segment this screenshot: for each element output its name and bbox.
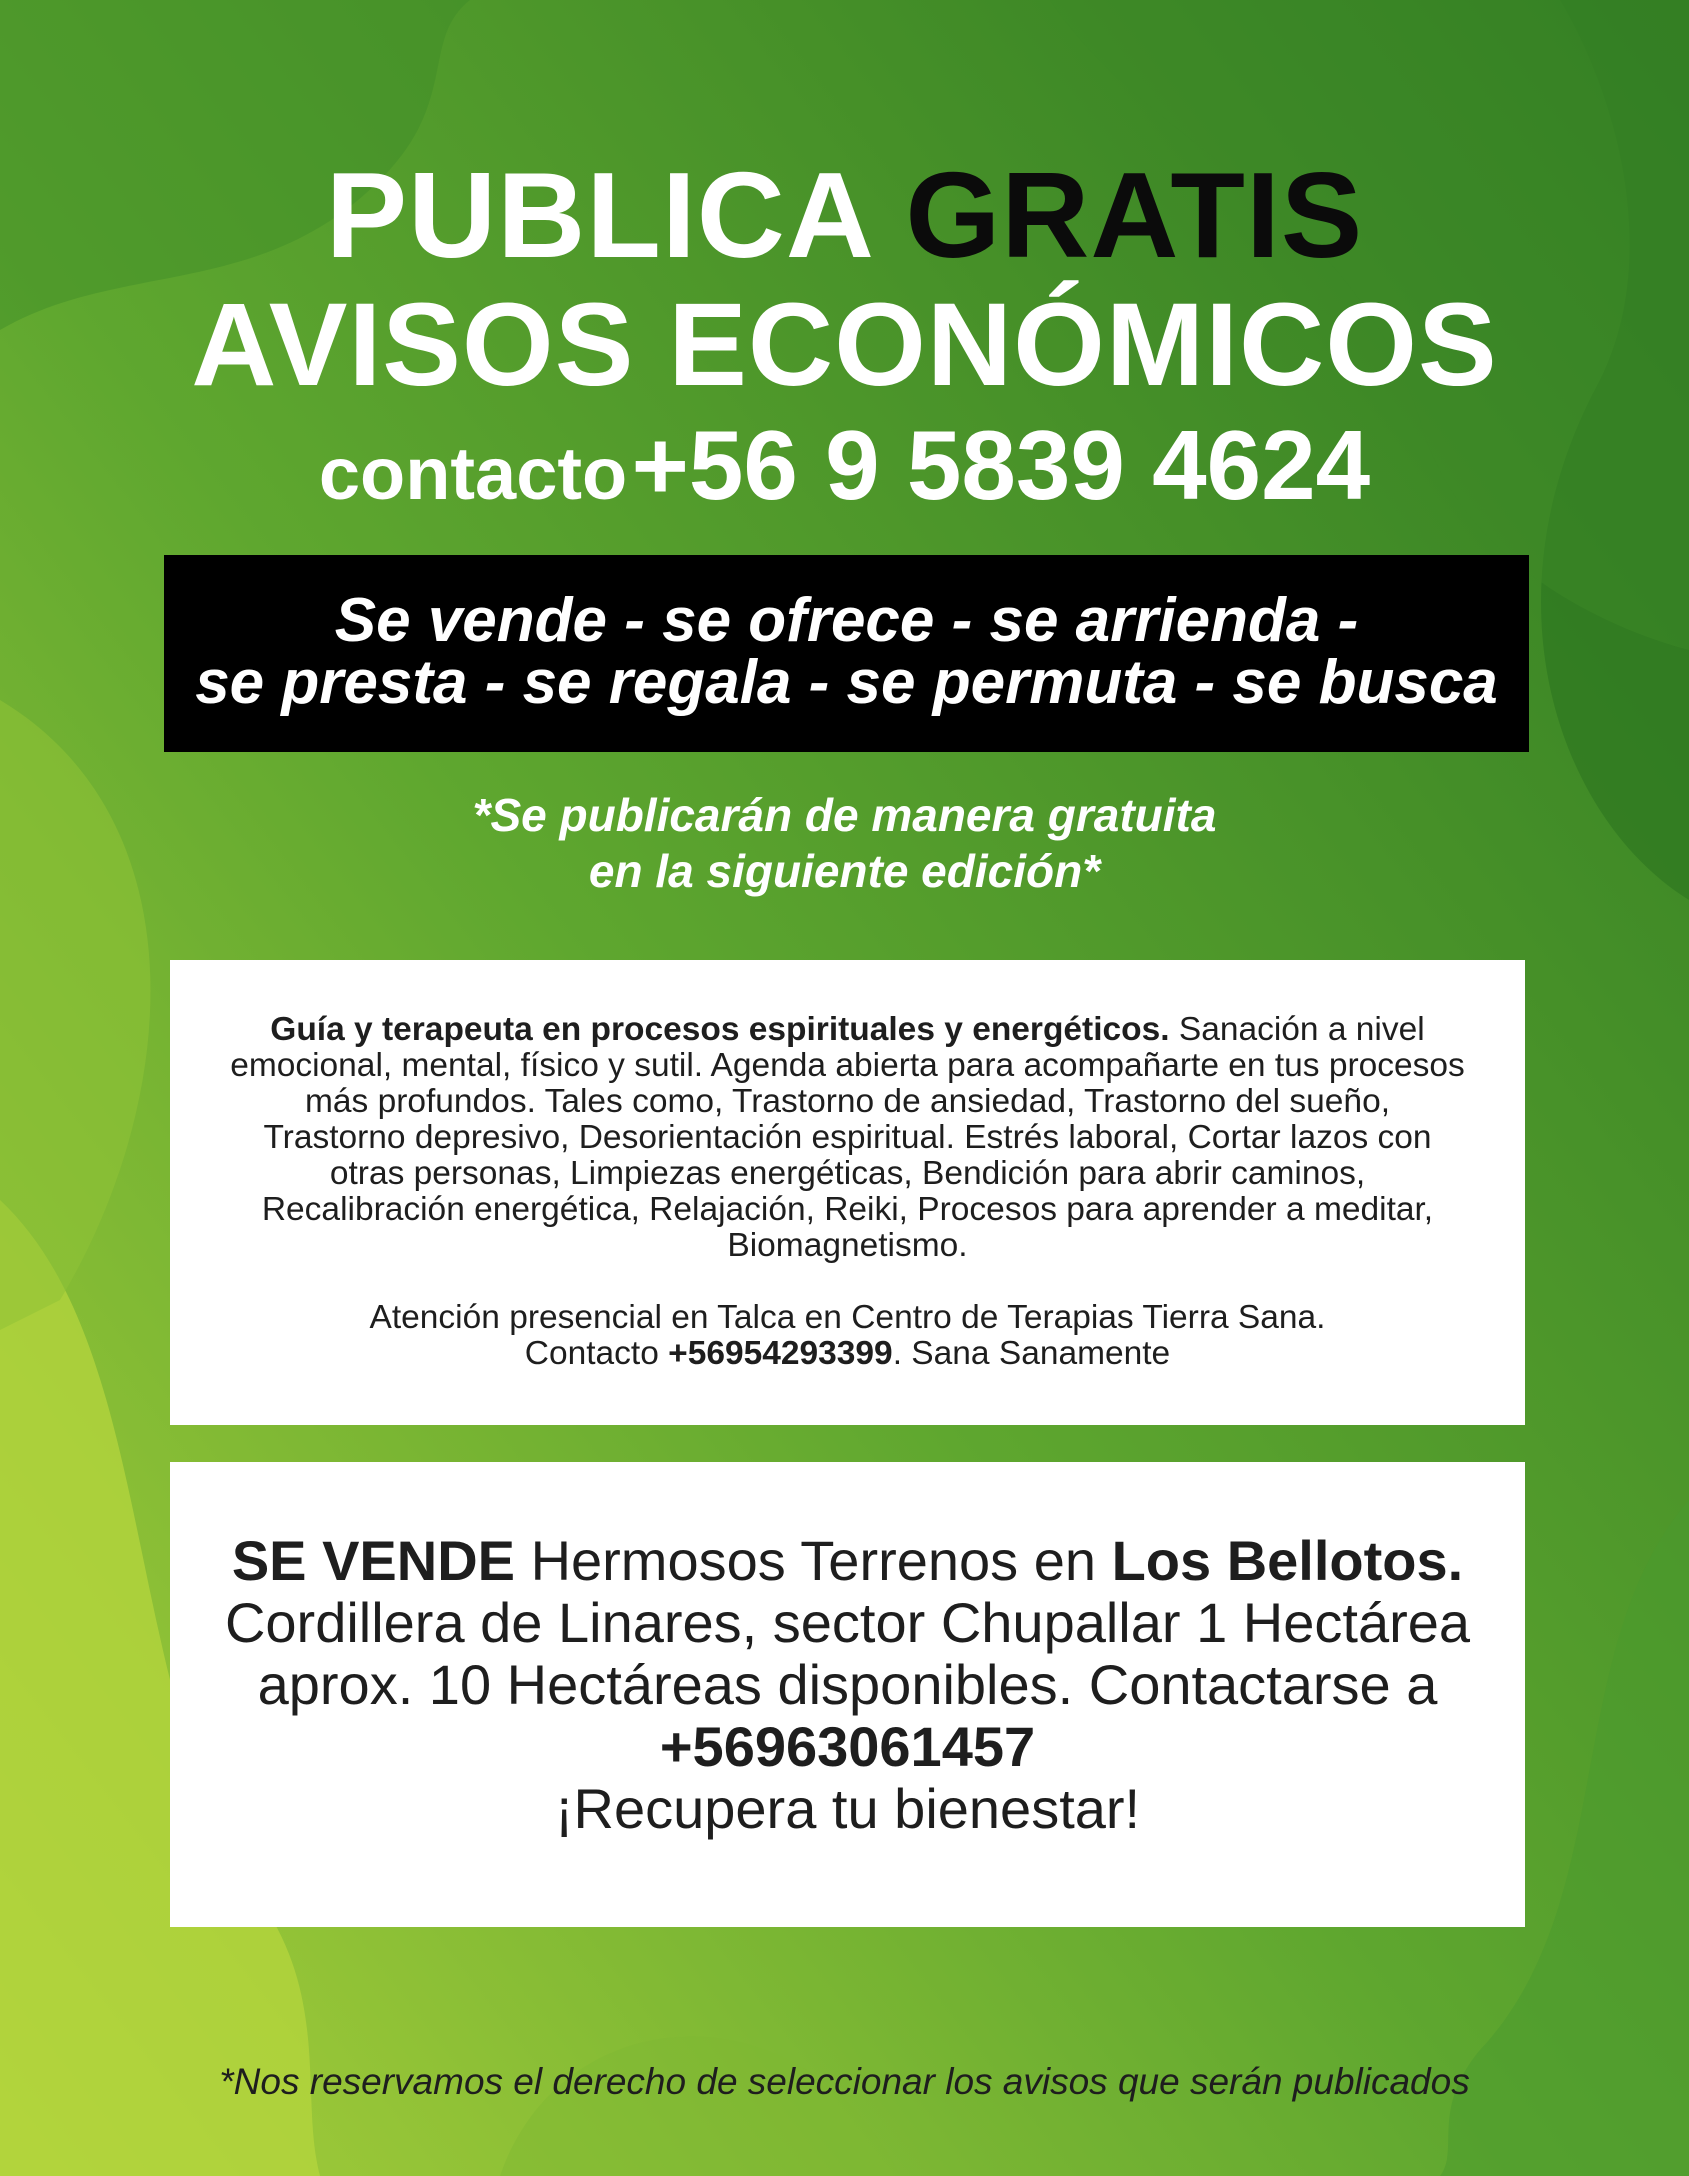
contact-line: [0, 410, 1689, 550]
ad-therapist-text: [230, 1012, 1465, 1372]
free-publication-note: [0, 787, 1689, 899]
ad-card-therapist: [170, 960, 1525, 1425]
ad-card-land-sale: [170, 1462, 1525, 1927]
page-title: [0, 147, 1689, 283]
ad-therapist-closing: . Sana Sanamente: [892, 1335, 1171, 1372]
note-line-1: *Se publicarán de manera gratuita: [472, 789, 1217, 841]
contact-label: contacto: [318, 432, 628, 515]
ad-land-closing: ¡Recupera tu bienestar!: [554, 1777, 1141, 1840]
ad-therapist-phone: +56954293399: [668, 1335, 893, 1372]
title-gratis-word: GRATIS: [905, 147, 1364, 283]
ad-therapist-body: Sanación a nivel emocional, mental, físico y sutil. Agenda abierta para acompañarte en tus procesos más profundos. Tales como, Trastorno de ansiedad, Trastorno del sueño, Trastorno depresivo, Desorientación espiritual. Estrés laboral, Cortar lazos con otras personas, Limpiezas energéticas, Bendición para abrir caminos, Recalibración energética, Relajación, Reiki, Procesos para aprender a meditar, Biomagnetismo.: [230, 1011, 1465, 1264]
title-white-word: PUBLICA: [325, 147, 871, 283]
ad-therapist-location: Atención presencial en Talca en Centro de Terapias Tierra Sana.: [369, 1299, 1326, 1336]
paragraph-gap: [230, 1264, 1465, 1300]
note-line-2: en la siguiente edición*: [588, 845, 1101, 897]
page-subtitle: AVISOS ECONÓMICOS: [191, 279, 1498, 411]
footer-disclaimer: *Nos reservamos el derecho de seleccionar los avisos que serán publicados: [219, 2061, 1470, 2102]
banner-line-1: Se vende - se ofrece - se arrienda -: [334, 586, 1359, 655]
ad-therapist-heading: Guía y terapeuta en procesos espirituales y energéticos.: [270, 1011, 1170, 1048]
ad-land-phone: +56963061457: [659, 1715, 1036, 1778]
ad-land-lead: SE VENDE: [231, 1529, 516, 1592]
ad-therapist-description: [230, 1012, 1465, 1264]
banner-line-2: se presta - se regala - se permuta - se busca: [195, 648, 1498, 717]
ad-land-text: [210, 1530, 1485, 1840]
ad-therapist-contact: [230, 1336, 1465, 1372]
categories-banner: [164, 555, 1529, 752]
ad-land-text-2: Cordillera de Linares, sector Chupallar 1 Hectárea aprox. 10 Hectáreas disponibles. Contactarse a: [224, 1591, 1471, 1716]
ad-therapist-contact-label: Contacto: [524, 1335, 669, 1372]
contact-phone: +56 9 5839 4624: [631, 410, 1371, 520]
ad-land-text-1: Hermosos Terrenos en: [515, 1529, 1112, 1592]
ad-land-place: Los Bellotos.: [1111, 1529, 1464, 1592]
